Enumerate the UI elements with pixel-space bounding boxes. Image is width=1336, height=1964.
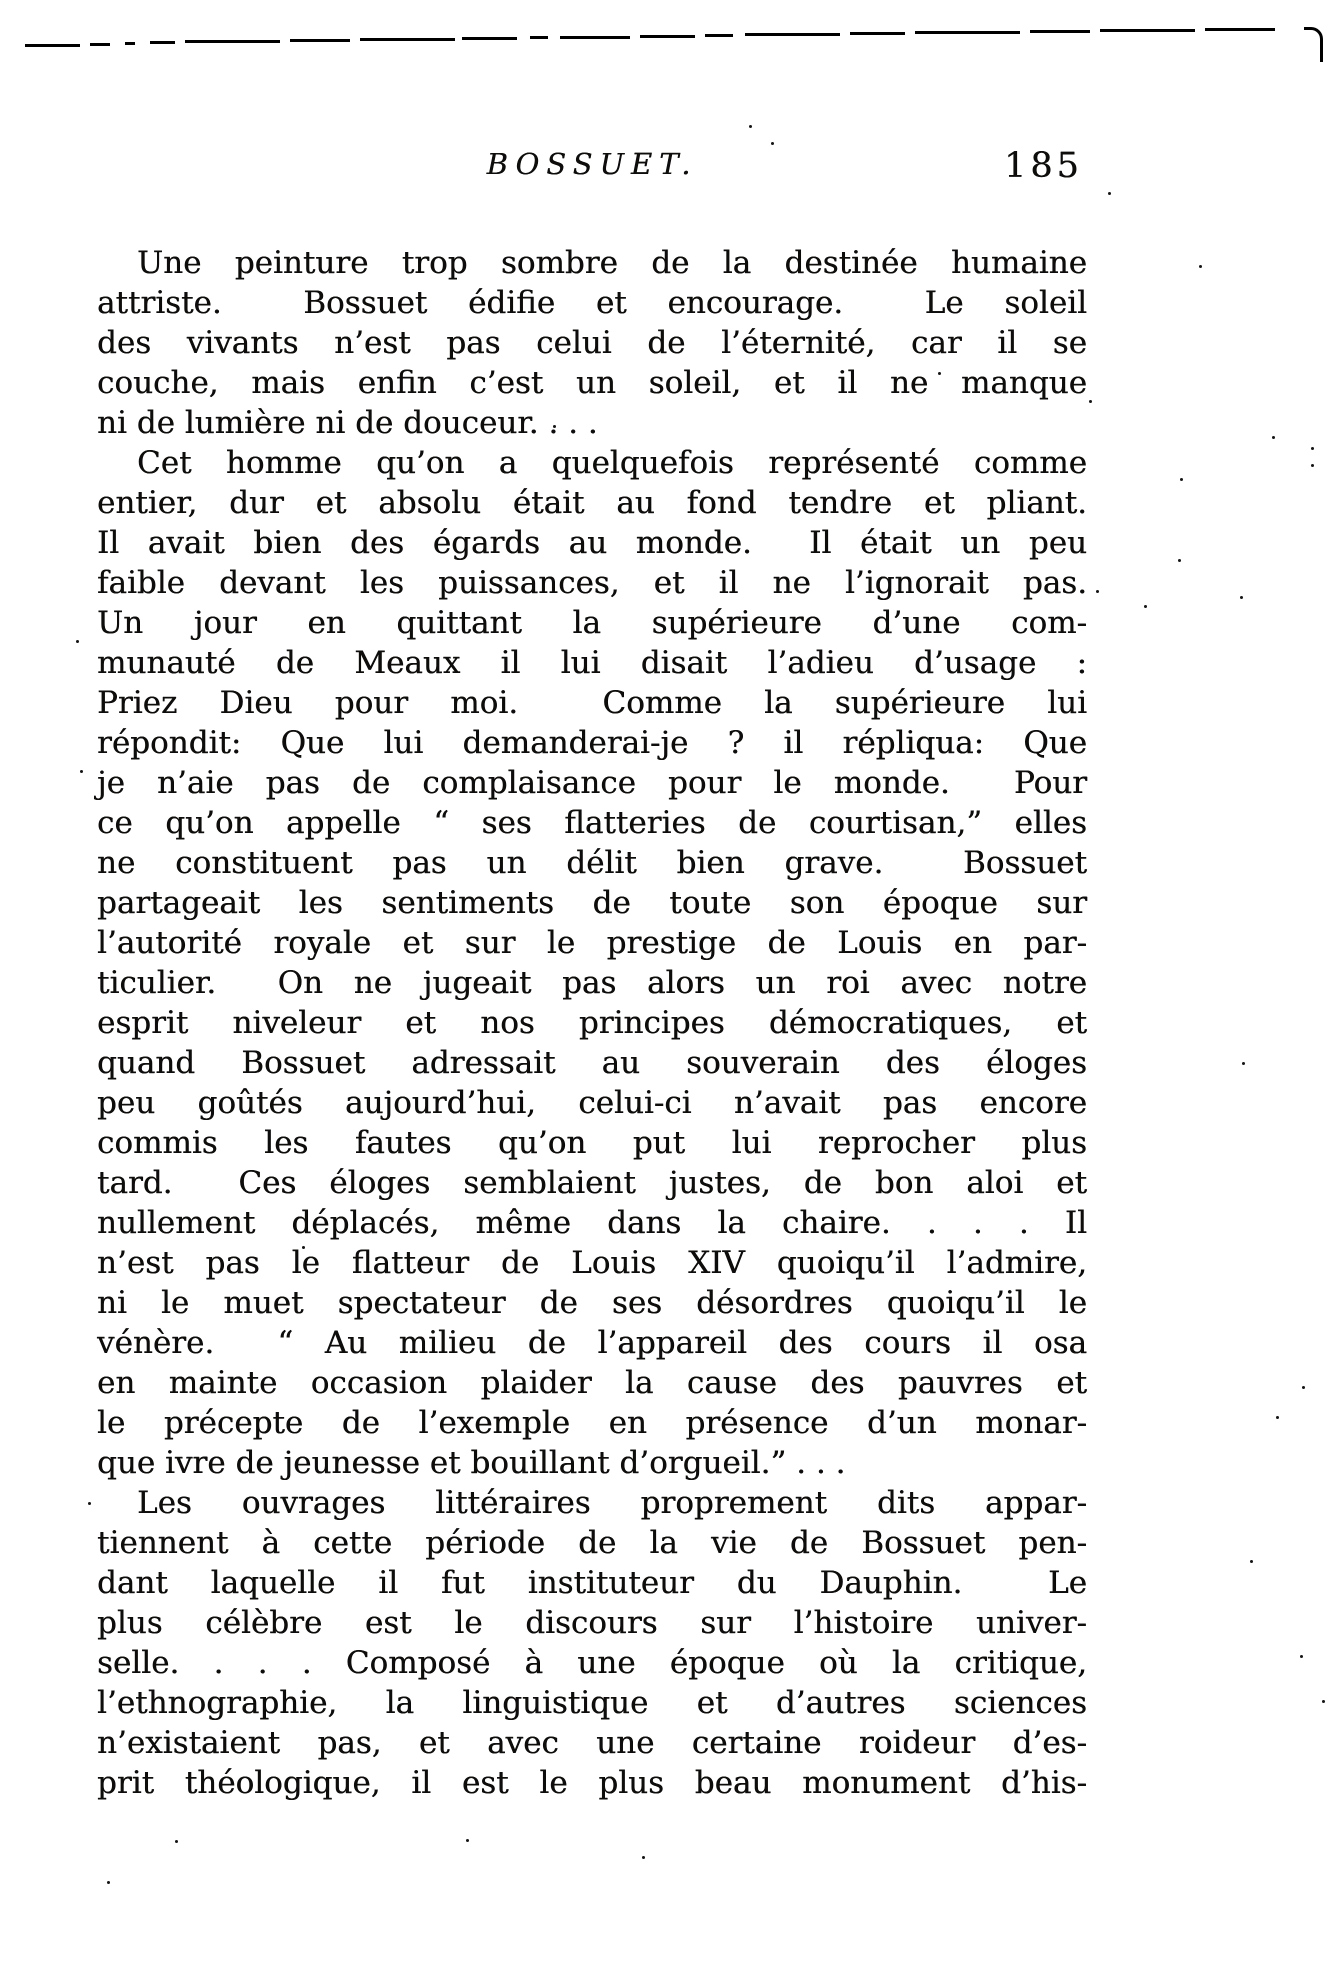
paragraph-3 bbox=[97, 1483, 1087, 1803]
text-line: tiennent à cette période de la vie de Bossuet pen- bbox=[97, 1525, 1087, 1561]
text-line: Une peinture trop sombre de la destinée humaine bbox=[137, 245, 1087, 281]
page-corner-curl-artifact bbox=[1304, 27, 1323, 62]
text-line: Priez Dieu pour moi. Comme la supérieure lui bbox=[97, 685, 1087, 721]
text-line: Il avait bien des égards au monde. Il était un peu bbox=[97, 525, 1087, 561]
text-line: n’existaient pas, et avec une certaine roideur d’es- bbox=[97, 1725, 1087, 1761]
text-line: ne constituent pas un délit bien grave. Bossuet bbox=[97, 845, 1087, 881]
text-line: le précepte de l’exemple en présence d’un monar- bbox=[97, 1405, 1087, 1441]
text-line: dant laquelle il fut instituteur du Dauphin. Le bbox=[97, 1565, 1087, 1601]
running-head-title: BOSSUET. bbox=[486, 147, 698, 181]
text-line: esprit niveleur et nos principes démocratiques, et bbox=[97, 1005, 1087, 1041]
text-line: des vivants n’est pas celui de l’éternité, car il se bbox=[97, 325, 1087, 361]
text-line: munauté de Meaux il lui disait l’adieu d’usage : bbox=[97, 645, 1087, 681]
text-line: vénère. “ Au milieu de l’appareil des cours il osa bbox=[97, 1325, 1087, 1361]
text-line: selle. . . . Composé à une époque où la critique, bbox=[97, 1645, 1087, 1681]
text-line: peu goûtés aujourd’hui, celui-ci n’avait pas encore bbox=[97, 1085, 1087, 1121]
text-line: partageait les sentiments de toute son époque sur bbox=[97, 885, 1087, 921]
paragraph-2 bbox=[97, 443, 1087, 1483]
text-line: répondit: Que lui demanderai-je ? il répliqua: Que bbox=[97, 725, 1087, 761]
text-line: en mainte occasion plaider la cause des pauvres et bbox=[97, 1365, 1087, 1401]
text-line: couche, mais enfin c’est un soleil, et il ne manque bbox=[97, 365, 1087, 401]
text-line: ni le muet spectateur de ses désordres quoiqu’il le bbox=[97, 1285, 1087, 1321]
text-line: entier, dur et absolu était au fond tendre et pliant. bbox=[97, 485, 1087, 521]
text-line: plus célèbre est le discours sur l’histoire univer- bbox=[97, 1605, 1087, 1641]
text-line: tard. Ces éloges semblaient justes, de bon aloi et bbox=[97, 1165, 1087, 1201]
paragraph-1 bbox=[97, 243, 1087, 443]
text-line: Cet homme qu’on a quelquefois représenté comme bbox=[137, 445, 1087, 481]
text-line: ticulier. On ne jugeait pas alors un roi avec notre bbox=[97, 965, 1087, 1001]
text-line: l’ethnographie, la linguistique et d’autres sciences bbox=[97, 1685, 1087, 1721]
text-line: je n’aie pas de complaisance pour le monde. Pour bbox=[97, 765, 1087, 801]
text-line: nullement déplacés, même dans la chaire. . . . Il bbox=[97, 1205, 1087, 1241]
text-line: commis les fautes qu’on put lui reprocher plus bbox=[97, 1125, 1087, 1161]
text-line: ce qu’on appelle “ ses flatteries de courtisan,” elles bbox=[97, 805, 1087, 841]
text-line: Les ouvrages littéraires proprement dits appar- bbox=[137, 1485, 1087, 1521]
text-line: ni de lumière ni de douceur. . . . bbox=[97, 405, 598, 441]
page-top-edge-artifact bbox=[0, 0, 1336, 70]
text-line: n’est pas le flatteur de Louis XIV quoiqu’il l’admire, bbox=[97, 1245, 1087, 1281]
text-line: que ivre de jeunesse et bouillant d’orgueil.” . . . bbox=[97, 1445, 846, 1481]
text-line: prit théologique, il est le plus beau monument d’his- bbox=[97, 1765, 1087, 1801]
body-text bbox=[97, 243, 1087, 1803]
text-line: Un jour en quittant la supérieure d’une com- bbox=[97, 605, 1087, 641]
page-number: 185 bbox=[1004, 146, 1083, 186]
scan-noise-speckles bbox=[0, 0, 3, 3]
text-line: l’autorité royale et sur le prestige de Louis en par- bbox=[97, 925, 1087, 961]
text-line: faible devant les puissances, et il ne l’ignorait pas. bbox=[97, 565, 1087, 601]
text-line: quand Bossuet adressait au souverain des éloges bbox=[97, 1045, 1087, 1081]
text-line: attriste. Bossuet édifie et encourage. Le soleil bbox=[97, 285, 1087, 321]
